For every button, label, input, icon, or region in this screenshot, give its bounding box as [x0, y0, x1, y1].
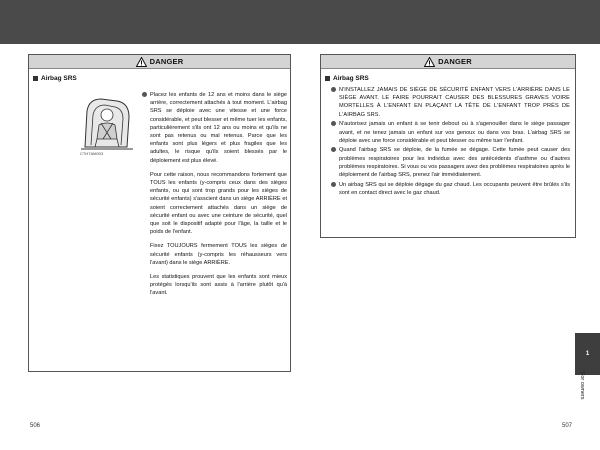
section-heading	[325, 75, 575, 82]
danger-header	[29, 55, 290, 69]
list-item	[331, 146, 570, 179]
square-bullet-icon	[33, 76, 38, 81]
bullet-text: N'autorisez jamais un enfant à se tenir debout ou à s'agenouiller dans le siège passager avant, et ne tenez jamais un enfant sur vos genoux ou dans vos bras. L'airbag SRS se déploie avec une force considérable et peut blesser ou même tuer l'enfant.	[339, 121, 570, 144]
warning-triangle-icon	[424, 57, 435, 67]
list-item	[331, 120, 570, 145]
square-bullet-icon	[325, 76, 330, 81]
list-item	[331, 86, 570, 119]
round-bullet-icon	[142, 92, 147, 97]
list-item	[331, 181, 570, 197]
bullet-text: Un airbag SRS qui se déploie dégage du gaz chaud. Les occupants peuvent être brûlés s'ils sont en contact direct avec le gaz chaud.	[339, 181, 570, 196]
danger-label: DANGER	[438, 57, 472, 66]
round-bullet-icon	[331, 121, 336, 126]
list-item	[142, 91, 287, 165]
chapter-number: 1	[585, 351, 590, 357]
bullet-text: Quand l'airbag SRS se déploie, de la fumée se dégage. Cette fumée peut causer des problèmes respiratoires pour les individus avec des antécédents d'asthme ou d'autres problèmes respiratoires. Si vous ou vos passagers avez des problèmes respiratoires après le déploiement de l'airbag SRS, prenez l'air immédiatement.	[339, 147, 570, 179]
section-title: Airbag SRS	[333, 75, 369, 82]
danger-header	[321, 55, 575, 69]
section-heading	[33, 75, 290, 82]
left-column-text	[142, 91, 287, 298]
paragraph: Pour cette raison, nous recommandons fortement que TOUS les enfants (y-compris ceux dans des sièges enfants, ou qui sont trop grands pour les sièges de sécurité enfants) s'asscient dans un siège ARRIÈRE et soient correctement attachés dans un siège de sécurité enfant ou avec une ceinture de sécurité, quel que soit le dispositif adapté pour l'âge, la taille et le poids de l'enfant.	[150, 171, 287, 236]
danger-box-right	[320, 54, 576, 238]
danger-box-left	[28, 54, 291, 372]
paragraph: Fixez TOUJOURS fermement TOUS les sièges de sécurité enfants (y-compris les réhausseurs vers l'avant) dans le siège ARRIÈRE.	[150, 243, 287, 266]
round-bullet-icon	[331, 87, 336, 92]
section-title: Airbag SRS	[41, 75, 77, 82]
warning-triangle-icon	[136, 57, 147, 67]
round-bullet-icon	[331, 147, 336, 152]
page-number-right: 507	[562, 423, 573, 429]
page-number-left: 506	[30, 423, 41, 429]
danger-label: DANGER	[149, 57, 184, 66]
child-seat-illustration	[77, 91, 137, 153]
chapter-side-tab[interactable]	[575, 333, 600, 375]
danger-list	[331, 86, 570, 197]
bullet-text: N'INSTALLEZ JAMAIS DE SIÈGE DE SÉCURITÉ ENFANT VERS L'ARRIÈRE DANS LE SIÈGE AVANT. LE FAIRE POURRAIT CAUSER DES BLESSURES GRAVES VOIRE MORTELLES À L'ENFANT EN PLAÇANT LA TÊTE DE L'ENFANT TROP PRÈS DE L'AIRBAG SRS.	[339, 87, 570, 118]
bullet-text: Placez les enfants de 12 ans et moins dans le siège arrière, correctement attachés à tout moment. L'airbag SRS se déploie avec une vitesse et une force considérable, et peut blesser et même tuer les enfants, particulièrement s'ils ont 12 ans ou moins et qu'ils ne sont pas retenus ou mal retenus. Parce que les enfants sont plus légers et plus fragiles que les adultes, le risque qu'ils soient blessés par le déploiement est plus élevé.	[150, 92, 287, 164]
top-header-bar	[0, 0, 600, 44]
paragraph: Les statistiques prouvent que les enfants sont mieux protégés lorsqu'ils sont assis à l'arrière plutôt qu'à l'avant.	[150, 274, 287, 297]
round-bullet-icon	[331, 182, 336, 187]
chapter-label: For owners	[579, 372, 585, 400]
illustration-code: CTH7AM003	[80, 151, 104, 156]
